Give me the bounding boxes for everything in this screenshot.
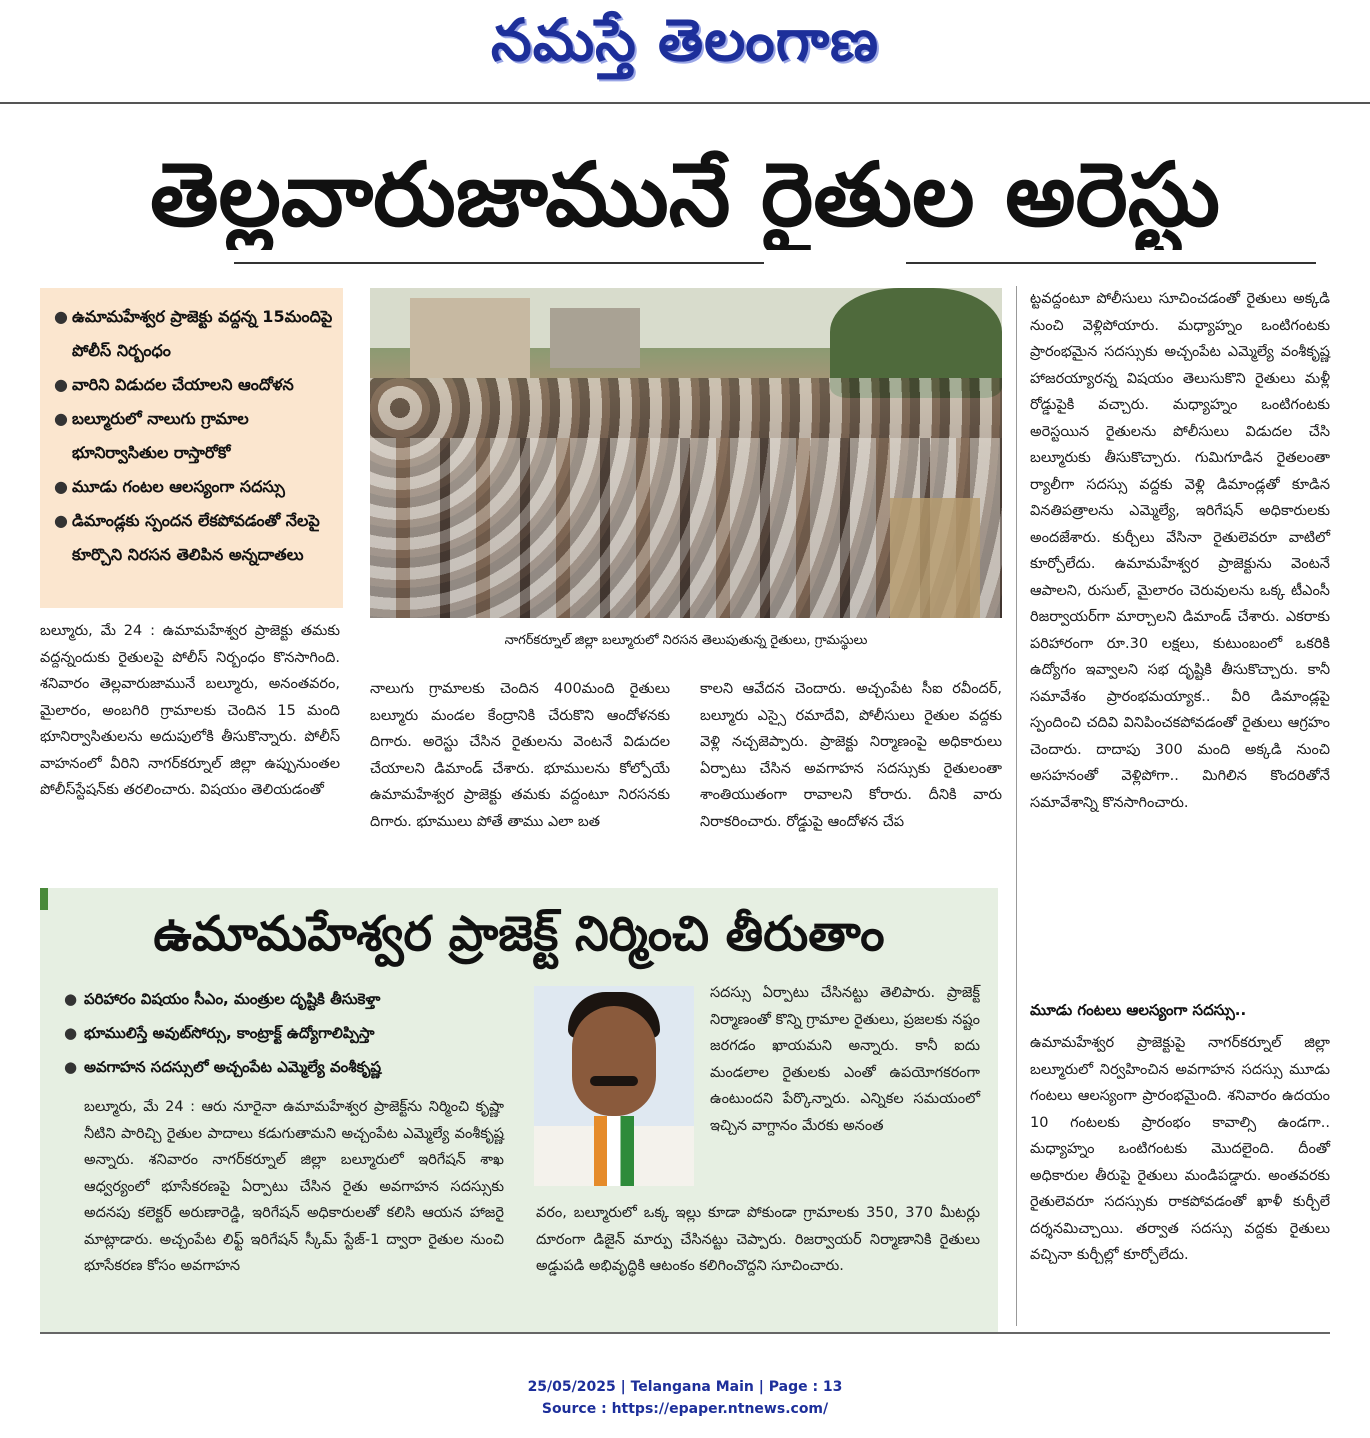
photo-building [410, 298, 530, 378]
main-headline: తెల్లవారుజామునే రైతుల అరెస్టు [150, 143, 1220, 246]
bullet-icon: ● [54, 307, 68, 326]
headline-rule-left [234, 262, 764, 264]
highlight-item: ● ఉమామహేశ్వర ప్రాజెక్టు వద్దన్న 15మందిపై పోలీస్ నిర్బంధం [50, 300, 333, 368]
newspaper-logo: నమస్తే తెలంగాణ [491, 6, 879, 74]
sidebar-highlight-item: ● భూములిస్తే అవుట్‌సోర్సు, కాంట్రాక్ట్ ఉద్యోగాలిప్పిస్తా [60, 1016, 520, 1050]
footer-source-link[interactable]: Source : https://epaper.ntnews.com/ [541, 1401, 829, 1417]
highlight-item: ● డిమాండ్లకు స్పందన లేకపోవడంతో నేలపై కూర్చొని నిరసన తెలిపిన అన్నదాతలు [50, 504, 333, 572]
portrait-face [572, 1006, 656, 1116]
bullet-icon: ● [54, 511, 68, 530]
portrait-mustache [590, 1076, 638, 1086]
page-footer [0, 1376, 1370, 1426]
masthead-divider [0, 102, 1370, 104]
bullet-icon: ● [54, 477, 68, 496]
sidebar-highlight-item: ● అవగాహన సదస్సులో అచ్చంపేట ఎమ్మెల్యే వంశీకృష్ణ [60, 1050, 520, 1084]
headline-rule-right [906, 262, 1316, 264]
article-column-4: ట్టవద్దంటూ పోలీసులు సూచించడంతో రైతులు అక్కడి నుంచి వెళ్లిపోయారు. మధ్యాహ్నం ఒంటిగంటకు ప్రారంభమైన సదస్సుకు అచ్చంపేట ఎమ్మెల్యే వంశీకృష్ణ హాజరయ్యారన్న విషయం తెలుసుకొని రైతులు మళ్లీ రోడ్డుపైకి వచ్చారు. మధ్యాహ్నం ఒంటిగంటకు అరెస్టయిన రైతులను పోలీసులు విడుదల చేసి బల్మూరుకు తీసుకొచ్చారు. గుమిగూడిన రైతలంతా ర్యాలీగా సదస్సు వద్దకు వెళ్లి డిమాండ్లతో కూడిన వినతిపత్రాలను ఎమ్మెల్యే, ఇరిగేషన్ అధికారులకు అందజేశారు. కుర్చీలు వేసినా రైతులెవరూ వాటిలో కూర్చోలేదు. ఉమామహేశ్వర ప్రాజెక్టును వెంటనే ఆపాలని, రుసుల్, మైలారం చెరువులను ఒక్క టీఎంసీ రిజర్వాయర్‌గా మార్చాలని డిమాండ్ చేశారు. ఎకరాకు పరిహారంగా రూ.30 లక్షలు, కుటుంబంలో ఒకరికి ఉద్యోగం ఇవ్వాలని సభ దృష్టికి తీసుకొచ్చారు. కానీ సమావేశం ప్రారంభమయ్యాక.. వీరి డిమాండ్లపై స్పందించి చదివి వినిపించకపోవడంతో రైతులు ఆగ్రహం చెందారు. దాదాపు 300 మంది అక్కడి నుంచి అసహనంతో వెళ్లిపోగా.. మిగిలిన కొందరితోనే సమావేశాన్ని కొనసాగించారు. [1030, 291, 1330, 811]
bullet-icon: ● [54, 375, 68, 394]
bottom-divider [40, 1332, 1330, 1334]
photo-caption: నాగర్‌కర్నూల్ జిల్లా బల్మూరులో నిరసన తెలుపుతున్న రైతులు, గ్రామస్థులు [504, 633, 868, 648]
mla-portrait [534, 986, 694, 1186]
sidebar-story-highlights [60, 982, 520, 1092]
highlight-item: ● మూడు గంటల ఆలస్యంగా సదస్సు [50, 470, 333, 504]
highlight-item: ● బల్మూరులో నాలుగు గ్రామాల భూనిర్వాసితుల రాస్తారోకో [50, 402, 333, 470]
column-divider [1016, 286, 1017, 1326]
article-column-2: నాలుగు గ్రామాలకు చెందిన 400మంది రైతులు బల్మూరు మండల కేంద్రానికి చేరుకొని ఆందోళనకు దిగారు. అరెస్టు చేసిన రైతులను వెంటనే విడుదల చేయాలని డిమాండ్ చేశారు. భూములను కోల్పోయే ఉమామహేశ్వర ప్రాజెక్టు తమకు వద్దంటూ నిరసనకు దిగారు. భూములు పోతే తాము ఎలా బత [370, 681, 670, 830]
sidebar-story-column-1: బల్మూరు, మే 24 : ఆరు నూరైనా ఉమామహేశ్వర ప్రాజెక్ట్‌ను నిర్మించి కృష్ణా నీటిని పారిచ్చి రైతుల పాదాలు కడుగుతామని అచ్చంపేట ఎమ్మెల్యే వంశీకృష్ణ అన్నారు. శనివారం నాగర్‌కర్నూల్ జిల్లా బల్మూరులో ఇరిగేషన్ శాఖ ఆధ్వర్యంలో భూసేకరణపై ఏర్పాటు చేసిన రైతు అవగాహన సదస్సుకు అదనపు కలెక్టర్ అరుణారెడ్డి, ఇరిగేషన్ అధికారులతో కలిసి ఆయన హాజరై మాట్లాడారు. అచ్చంపేట లిఫ్ట్ ఇరిగేషన్ స్కీమ్ స్టేజ్-1 ద్వారా రైతుల నుంచి భూసేకరణ కోసం అవగాహన [84, 1099, 504, 1274]
photo-police [890, 498, 980, 618]
highlights-box [40, 288, 343, 608]
highlight-item: ● వారిని విడుదల చేయాలని ఆందోళన [50, 368, 333, 402]
article-column-1: బల్మూరు, మే 24 : ఉమామహేశ్వర ప్రాజెక్టు తమకు వద్దన్నందుకు రైతులపై పోలీస్ నిర్బంధం కొనసాగింది. శనివారం తెల్లవారుజామునే బల్మూరు, అనంతవరం, మైలారం, అంబగిరి గ్రామాలకు చెందిన 15 మంది భూనిర్వాసితులను అదుపులోకి తీసుకొన్నారు. పోలీస్ వాహనంలో వీరిని నాగర్‌కర్నూల్ జిల్లా ఉప్పునుంతల పోలీస్‌స్టేషన్‌కు తరలించారు. విషయం తెలియడంతో [40, 623, 340, 798]
bullet-icon: ● [54, 409, 68, 428]
sidebar-story-column-2: సదస్సు ఏర్పాటు చేసినట్టు తెలిపారు. ప్రాజెక్ట్ నిర్మాణంతో కొన్ని గ్రామాల రైతులు, ప్రజలకు నష్టం జరగడం ఖాయమని అన్నారు. కానీ ఐదు మండలాల రైతులకు ఎంతో ఉపయోగకరంగా ఉంటుందని పేర్కొన్నారు. ఎన్నికల సమయంలో ఇచ్చిన వాగ్దానం మేరకు అనంత [710, 985, 980, 1134]
article-column-3: కాలని ఆవేదన చెందారు. అచ్చంపేట సీఐ రవీందర్, బల్మూరు ఎస్సై రమాదేవి, పోలీసులు రైతుల వద్దకు వెళ్లి నచ్చజెప్పారు. ప్రాజెక్టు నిర్మాణంపై అధికారులు ఏర్పాటు చేసిన అవగాహన సదస్సుకు రైతులంతా శాంతియుతంగా రావాలని కోరారు. దీనికి వారు నిరాకరించారు. రోడ్డుపై ఆందోళన చేప [700, 681, 1002, 830]
protest-photo [370, 288, 1002, 618]
bullet-icon: ● [64, 1024, 78, 1042]
bullet-icon: ● [64, 1058, 78, 1076]
sidebar-story-title: ఉమామహేశ్వర ప్రాజెక్ట్ నిర్మించి తీరుతాం [153, 906, 885, 962]
portrait-scarf [594, 1116, 634, 1186]
bullet-icon: ● [64, 990, 78, 1008]
sidebar-highlight-item: ● పరిహారం విషయం సీఎం, మంత్రుల దృష్టికి తీసుకెళ్తా [60, 982, 520, 1016]
sidebar-story-column-2b: వరం, బల్మూరులో ఒక్క ఇల్లు కూడా పోకుండా గ్రామాలకు 350, 370 మీటర్లు దూరంగా డిజైన్ మార్పు చేసినట్టు చెప్పారు. రిజర్వాయర్ నిర్మాణానికి రైతులు అడ్డుపడి అభివృద్ధికి ఆటంకం కలిగించొద్దని సూచించారు. [536, 1205, 980, 1274]
article-subheading: మూడు గంటలు ఆలస్యంగా సదస్సు.. [1030, 1001, 1247, 1019]
photo-building [550, 308, 640, 368]
article-column-4b: ఉమామహేశ్వర ప్రాజెక్టుపై నాగర్‌కర్నూల్ జిల్లా బల్మూరులో నిర్వహించిన అవగాహన సదస్సు మూడు గంటలు ఆలస్యంగా ప్రారంభమైంది. శనివారం ఉదయం 10 గంటలకు ప్రారంభం కావాల్సి ఉండగా.. మధ్యాహ్నం ఒంటిగంటకు మొదలైంది. దీంతో అధికారుల తీరుపై రైతులు మండిపడ్డారు. అంతవరకు రైతులెవరూ సదస్సుకు రాకపోవడంతో ఖాళీ కుర్చీలే దర్శనమిచ్చాయి. తర్వాత సదస్సు వద్దకు రైతులు వచ్చినా కుర్చీల్లో కూర్చోలేదు. [1030, 1035, 1330, 1263]
footer-edition-info: 25/05/2025 | Telangana Main | Page : 13 [527, 1379, 843, 1395]
masthead [0, 0, 1370, 100]
